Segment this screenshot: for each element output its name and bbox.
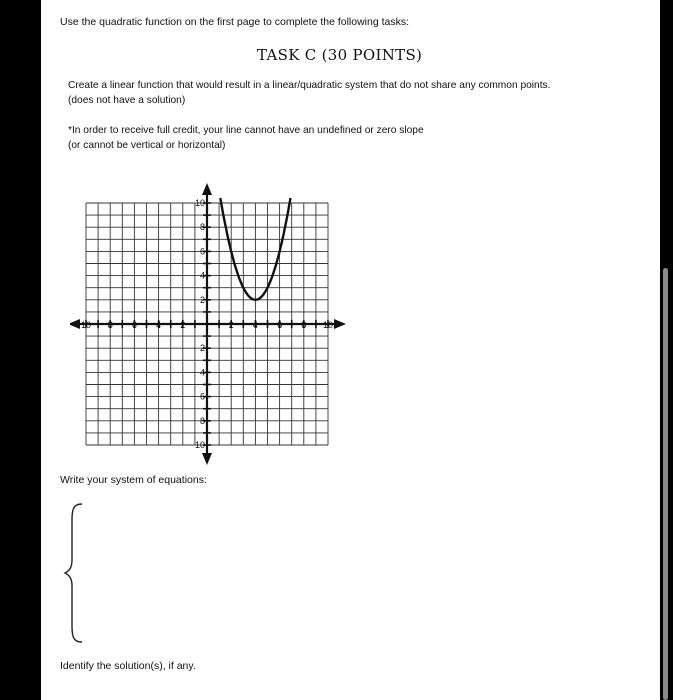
x-tick-label: 6 xyxy=(131,320,137,330)
y-axis-arrow-up-icon xyxy=(202,183,212,195)
x-axis-arrow-left-icon xyxy=(70,319,80,329)
y-axis-arrow-down-icon xyxy=(202,453,212,465)
y-tick-label: 6 xyxy=(199,391,205,402)
coordinate-graph xyxy=(70,183,352,465)
y-tick-label: 8 xyxy=(199,415,205,426)
x-tick-label: 2 xyxy=(180,320,186,330)
x-tick-label: 10 xyxy=(322,320,334,330)
credit-requirement-note: (or cannot be vertical or horizontal) xyxy=(68,140,226,151)
y-tick-label: 10 xyxy=(194,198,205,208)
x-tick-label: 2 xyxy=(228,320,234,330)
y-tick-label: 8 xyxy=(199,222,205,233)
task-description-note: (does not have a solution) xyxy=(68,95,186,106)
system-brace-icon xyxy=(60,500,90,645)
solution-prompt: Identify the solution(s), if any. xyxy=(60,660,196,672)
x-tick-label: 6 xyxy=(277,320,283,330)
left-black-margin xyxy=(0,0,41,700)
y-tick-label: 4 xyxy=(199,270,205,281)
task-title: TASK C (30 POINTS) xyxy=(257,46,423,64)
x-tick-label: 8 xyxy=(107,320,113,330)
x-tick-label: 10 xyxy=(80,320,92,330)
credit-requirement: *In order to receive full credit, your line cannot have an undefined or zero slope xyxy=(68,125,424,136)
vertical-scrollbar[interactable] xyxy=(663,268,668,700)
y-tick-label: 6 xyxy=(199,246,205,257)
y-tick-label: 4 xyxy=(199,367,205,378)
x-tick-label: 4 xyxy=(156,320,162,330)
system-prompt: Write your system of equations: xyxy=(60,474,207,486)
y-tick-label: 2 xyxy=(199,343,205,354)
task-description: Create a linear function that would result in a linear/quadratic system that do not share any common points. xyxy=(68,80,551,91)
y-tick-label: 10 xyxy=(194,440,205,450)
x-axis-arrow-right-icon xyxy=(334,319,346,329)
intro-instruction: Use the quadratic function on the first page to complete the following tasks: xyxy=(60,16,410,28)
x-tick-label: 4 xyxy=(252,320,258,330)
x-tick-label: 8 xyxy=(301,320,307,330)
y-tick-label: 2 xyxy=(199,294,205,305)
